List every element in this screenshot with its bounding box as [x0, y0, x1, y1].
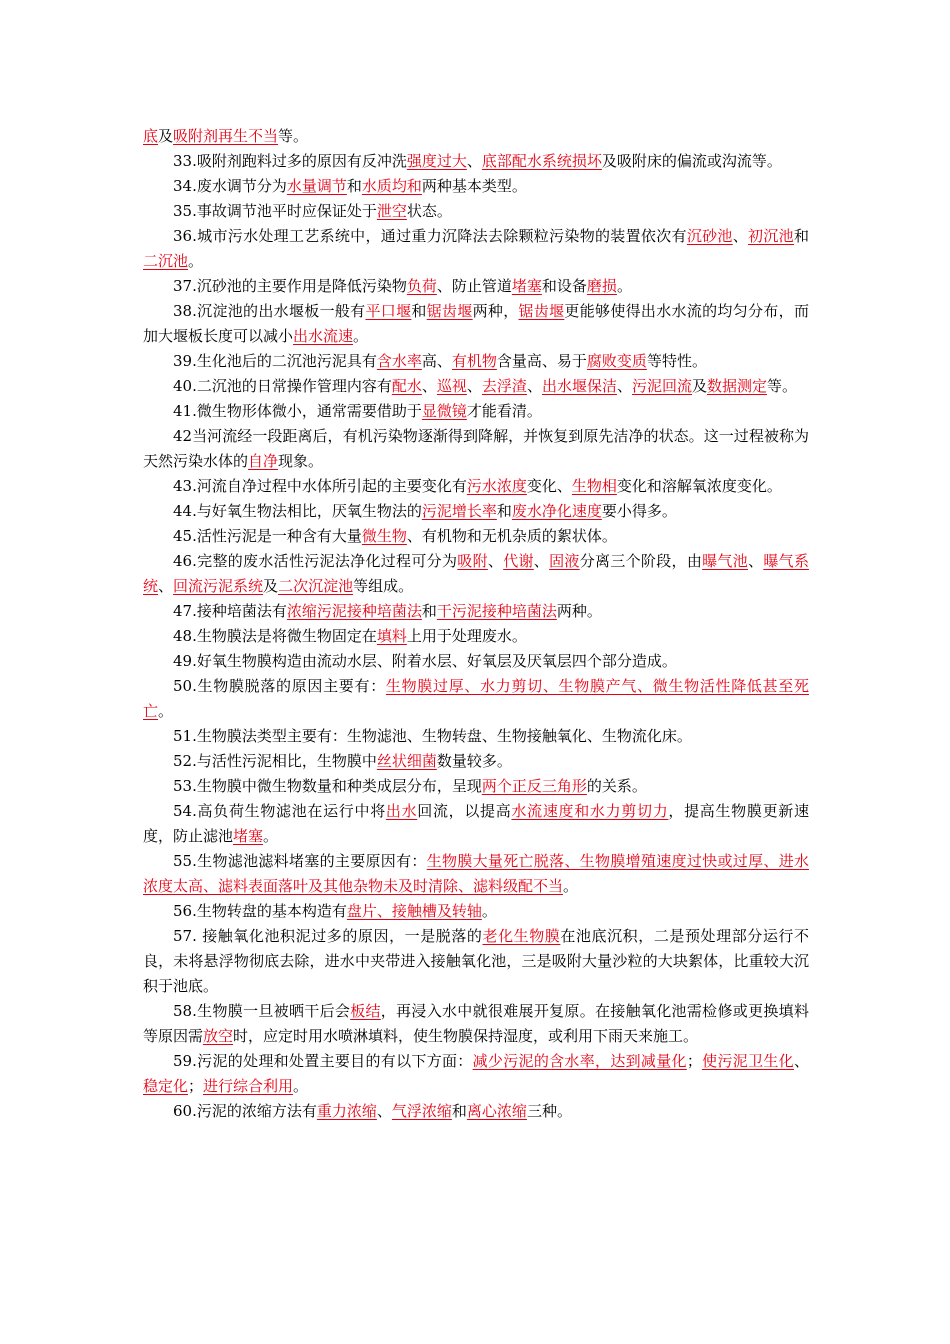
answer-text: 吸附: [457, 552, 488, 570]
question-text: 和: [793, 227, 809, 245]
question-text: 45.活性污泥是一种含有大量: [173, 527, 362, 545]
question-paragraph: [143, 849, 809, 899]
question-paragraph: [143, 924, 809, 999]
question-paragraph: [143, 349, 809, 374]
question-text: 、: [732, 227, 749, 245]
answer-text: 显微镜: [421, 402, 467, 420]
question-text: 和: [496, 502, 512, 520]
question-text: 在池底沉积，二是预处理部分运行不良，未将悬浮物彻底去除，进水中夹带进入接触氧化池，三是吸附大量沙粒的大块絮体，比重较大沉积于池底。: [143, 927, 809, 995]
question-text: 、: [748, 552, 764, 570]
question-paragraph: [143, 199, 809, 224]
answer-text: 浓缩污泥接种培菌法: [286, 602, 422, 620]
question-paragraph: [143, 749, 809, 774]
answer-text: 巡视: [436, 377, 467, 395]
question-text: 49.好氧生物膜构造由流动水层、附着水层、好氧层及厌氧层四个部分造成。: [173, 652, 677, 670]
question-text: 数量较多。: [436, 752, 512, 770]
question-text: 。: [616, 277, 632, 295]
question-text: 、: [616, 377, 632, 395]
question-text: 及: [692, 377, 708, 395]
question-paragraph: [143, 274, 809, 299]
question-paragraph: [143, 174, 809, 199]
question-text: 、: [421, 377, 437, 395]
answer-text: 污水浓度: [466, 477, 527, 495]
answer-text: 水流速度和水力剪切力: [511, 802, 669, 820]
question-paragraph: [143, 774, 809, 799]
answer-text: 初沉池: [748, 227, 794, 245]
question-text: 43.河流自净过程中水体所引起的主要变化有: [173, 477, 467, 495]
answer-text: 二沉池: [143, 252, 189, 270]
question-text: 、: [487, 552, 504, 570]
question-text: 51.生物膜法类型主要有：生物滤池、生物转盘、生物接触氧化、生物流化床。: [173, 727, 692, 745]
answer-text: 使污泥卫生化: [701, 1052, 794, 1070]
question-paragraph: [143, 474, 809, 499]
question-paragraph: [143, 799, 809, 849]
question-paragraph: [143, 424, 809, 474]
answer-text: 磨损: [586, 277, 617, 295]
question-text: 58.生物膜一旦被晒干后会: [173, 1002, 351, 1020]
question-text: 56.生物转盘的基本构造有: [173, 902, 347, 920]
question-paragraph: [143, 1099, 809, 1124]
question-text: 两种基本类型。: [421, 177, 527, 195]
answer-text: 废水净化速度: [511, 502, 602, 520]
question-text: 状态。: [406, 202, 452, 220]
document-page: [143, 124, 809, 1124]
answer-text: 出水流速: [293, 327, 354, 345]
question-text: 和: [346, 177, 362, 195]
answer-text: 去浮渣: [481, 377, 527, 395]
answer-text: 减少污泥的含水率，达到减量化: [472, 1052, 687, 1070]
question-text: 44.与好氧生物法相比，厌氧生物法的: [173, 502, 422, 520]
question-text: 变化和溶解氧浓度变化。: [616, 477, 782, 495]
question-text: 35.事故调节池平时应保证处于: [173, 202, 377, 220]
answer-text: 微生物: [361, 527, 407, 545]
question-paragraph: [143, 524, 809, 549]
answer-text: 盘片、接触槽及转轴: [346, 902, 482, 920]
question-text: 高、: [421, 352, 452, 370]
question-text: 53.生物膜中微生物数量和种类成层分布，呈现: [173, 777, 482, 795]
question-text: 36.城市污水处理工艺系统中，通过重力沉降法去除颗粒污染物的装置依次有: [173, 227, 687, 245]
answer-text: 沉砂池: [686, 227, 733, 245]
question-text: ；: [686, 1052, 702, 1070]
answer-text: 堵塞: [511, 277, 542, 295]
answer-text: 丝状细菌: [376, 752, 437, 770]
answer-text: 锯齿堰: [426, 302, 473, 320]
answer-text: 干污泥接种培菌法: [436, 602, 557, 620]
answer-text: 腐败变质: [586, 352, 647, 370]
question-text: 及: [263, 577, 279, 595]
question-text: 、: [466, 152, 482, 170]
answer-text: 水质均和: [361, 177, 422, 195]
question-text: 33.吸附剂跑料过多的原因有反冲洗: [173, 152, 407, 170]
question-paragraph: [143, 674, 809, 724]
question-paragraph: [143, 499, 809, 524]
question-paragraph: [143, 299, 809, 349]
question-text: 等特性。: [646, 352, 707, 370]
question-text: 50.生物膜脱落的原因主要有：: [173, 677, 386, 695]
answer-text: 配水: [391, 377, 422, 395]
question-paragraph: [143, 549, 809, 599]
question-text: 55.生物滤池滤料堵塞的主要原因有：: [173, 852, 427, 870]
question-text: 。: [158, 702, 174, 720]
question-text: ；: [188, 1077, 204, 1095]
question-text: 时，应定时用水喷淋填料，使生物膜保持湿度，或利用下雨天来施工。: [233, 1027, 699, 1045]
question-text: 。: [293, 1077, 309, 1095]
answer-text: 气浮浓缩: [391, 1102, 452, 1120]
answer-text: 含水率: [376, 352, 422, 370]
question-paragraph: [143, 724, 809, 749]
question-text: 34.废水调节分为: [173, 177, 287, 195]
question-text: 。: [263, 827, 279, 845]
question-paragraph: [143, 374, 809, 399]
question-text: 。: [563, 877, 579, 895]
question-text: 及吸附床的偏流或沟流等。: [601, 152, 782, 170]
question-text: 的关系。: [586, 777, 647, 795]
answer-text: 自净: [248, 452, 279, 470]
question-text: 分离三个阶段，由: [579, 552, 703, 570]
question-text: 41.微生物形体微小，通常需要借助于: [173, 402, 422, 420]
question-text: 和: [411, 302, 427, 320]
answer-text: 有机物: [451, 352, 497, 370]
question-text: 、: [526, 377, 542, 395]
answer-text: 放空: [203, 1027, 234, 1045]
answer-text: 进行综合利用: [203, 1077, 294, 1095]
question-text: 、防止管道: [436, 277, 512, 295]
question-text: 更能够使得出水水流的均匀分布，而加大堰板长度可以减小: [143, 302, 809, 345]
question-text: 、: [533, 552, 550, 570]
question-paragraph: [143, 1049, 809, 1099]
question-paragraph: [143, 224, 809, 274]
question-text: 、: [376, 1102, 392, 1120]
question-text: 才能看清。: [466, 402, 542, 420]
question-text: 回流，以提高: [417, 802, 512, 820]
answer-text: 老化生物膜: [482, 927, 561, 945]
question-text: 和设备: [541, 277, 587, 295]
answer-text: 平口堰: [365, 302, 412, 320]
answer-text: 曝气池: [702, 552, 749, 570]
question-paragraph: [143, 399, 809, 424]
question-text: 和: [451, 1102, 467, 1120]
question-text: 两种。: [556, 602, 602, 620]
answer-text: 强度过大: [406, 152, 467, 170]
answer-text: 曝气系统: [143, 552, 809, 595]
answer-text: 出水: [385, 802, 418, 820]
answer-text: 二次沉淀池: [278, 577, 354, 595]
answer-text: 底: [143, 127, 159, 145]
question-text: ，再浸入水中就很难展开复原。在接触氧化池需检修或更换填料等原因需: [143, 1002, 809, 1045]
answer-text: 数据测定: [707, 377, 768, 395]
question-text: 现象。: [278, 452, 324, 470]
answer-text: 底部配水系统损坏: [481, 152, 602, 170]
question-text: 。: [353, 327, 369, 345]
answer-text: 出水堰保洁: [541, 377, 617, 395]
answer-text: 生物相: [571, 477, 617, 495]
answer-text: 水量调节: [286, 177, 347, 195]
answer-text: 污泥回流: [631, 377, 692, 395]
question-text: 、有机物和无机杂质的絮状体。: [406, 527, 617, 545]
question-text: 和: [421, 602, 437, 620]
question-text: 59.污泥的处理和处置主要目的有以下方面：: [173, 1052, 473, 1070]
question-text: 三种。: [526, 1102, 572, 1120]
answer-text: 离心浓缩: [466, 1102, 527, 1120]
answer-text: 固液: [549, 552, 580, 570]
question-text: 等。: [767, 377, 798, 395]
question-text: 48.生物膜法是将微生物固定在: [173, 627, 377, 645]
question-text: 。: [188, 252, 204, 270]
answer-text: 两个正反三角形: [481, 777, 587, 795]
question-text: 52.与活性污泥相比，生物膜中: [173, 752, 377, 770]
question-text: 等。: [278, 127, 309, 145]
answer-text: 回流污泥系统: [173, 577, 264, 595]
question-text: 40.二沉池的日常操作管理内容有: [173, 377, 392, 395]
question-text: 42当河流经一段距离后，有机污染物逐渐得到降解，并恢复到原先洁净的状态。这一过程被称为天然污染水体的: [143, 427, 809, 470]
question-paragraph: [143, 149, 809, 174]
question-text: 39.生化池后的二沉池污泥具有: [173, 352, 377, 370]
question-text: 等组成。: [353, 577, 414, 595]
answer-text: 堵塞: [233, 827, 264, 845]
question-text: 上用于处理废水。: [406, 627, 527, 645]
answer-text: 生物膜大量死亡脱落、生物膜增殖速度过快或过厚、进水浓度太高、滤料表面落叶及其他杂物未及时清除、滤料级配不当: [143, 852, 809, 895]
answer-text: 污泥增长率: [421, 502, 497, 520]
answer-text: 泄空: [376, 202, 407, 220]
answer-text: 稳定化: [143, 1077, 189, 1095]
answer-text: 板结: [350, 1002, 381, 1020]
answer-text: 重力浓缩: [316, 1102, 377, 1120]
question-text: 、: [466, 377, 482, 395]
question-text: 、: [793, 1052, 809, 1070]
question-paragraph: [143, 624, 809, 649]
question-paragraph: [143, 649, 809, 674]
question-text: 37.沉砂池的主要作用是降低污染物: [173, 277, 407, 295]
question-paragraph: [143, 124, 809, 149]
question-text: 46.完整的废水活性污泥法净化过程可分为: [173, 552, 458, 570]
question-text: 含量高、易于: [496, 352, 587, 370]
question-text: 38.沉淀池的出水堰板一般有: [173, 302, 366, 320]
answer-text: 填料: [376, 627, 407, 645]
question-text: ，提高生物膜更新速度，防止滤池: [143, 802, 809, 845]
question-text: 47.接种培菌法有: [173, 602, 287, 620]
answer-text: 代谢: [503, 552, 534, 570]
question-text: 60.污泥的浓缩方法有: [173, 1102, 317, 1120]
answer-text: 生物膜过厚、水力剪切、生物膜产气、微生物活性降低甚至死亡: [143, 677, 809, 720]
answer-text: 负荷: [406, 277, 437, 295]
question-text: 要小得多。: [601, 502, 677, 520]
question-text: 57. 接触氧化池积泥过多的原因，一是脱落的: [173, 927, 483, 945]
question-paragraph: [143, 599, 809, 624]
answer-text: 锯齿堰: [518, 302, 565, 320]
question-paragraph: [143, 899, 809, 924]
question-text: 及: [158, 127, 174, 145]
question-text: 、: [158, 577, 174, 595]
question-text: 两种，: [472, 302, 519, 320]
question-text: 54.高负荷生物滤池在运行中将: [173, 802, 386, 820]
question-text: 。: [481, 902, 497, 920]
question-text: 变化、: [526, 477, 572, 495]
answer-text: 吸附剂再生不当: [173, 127, 279, 145]
question-paragraph: [143, 999, 809, 1049]
